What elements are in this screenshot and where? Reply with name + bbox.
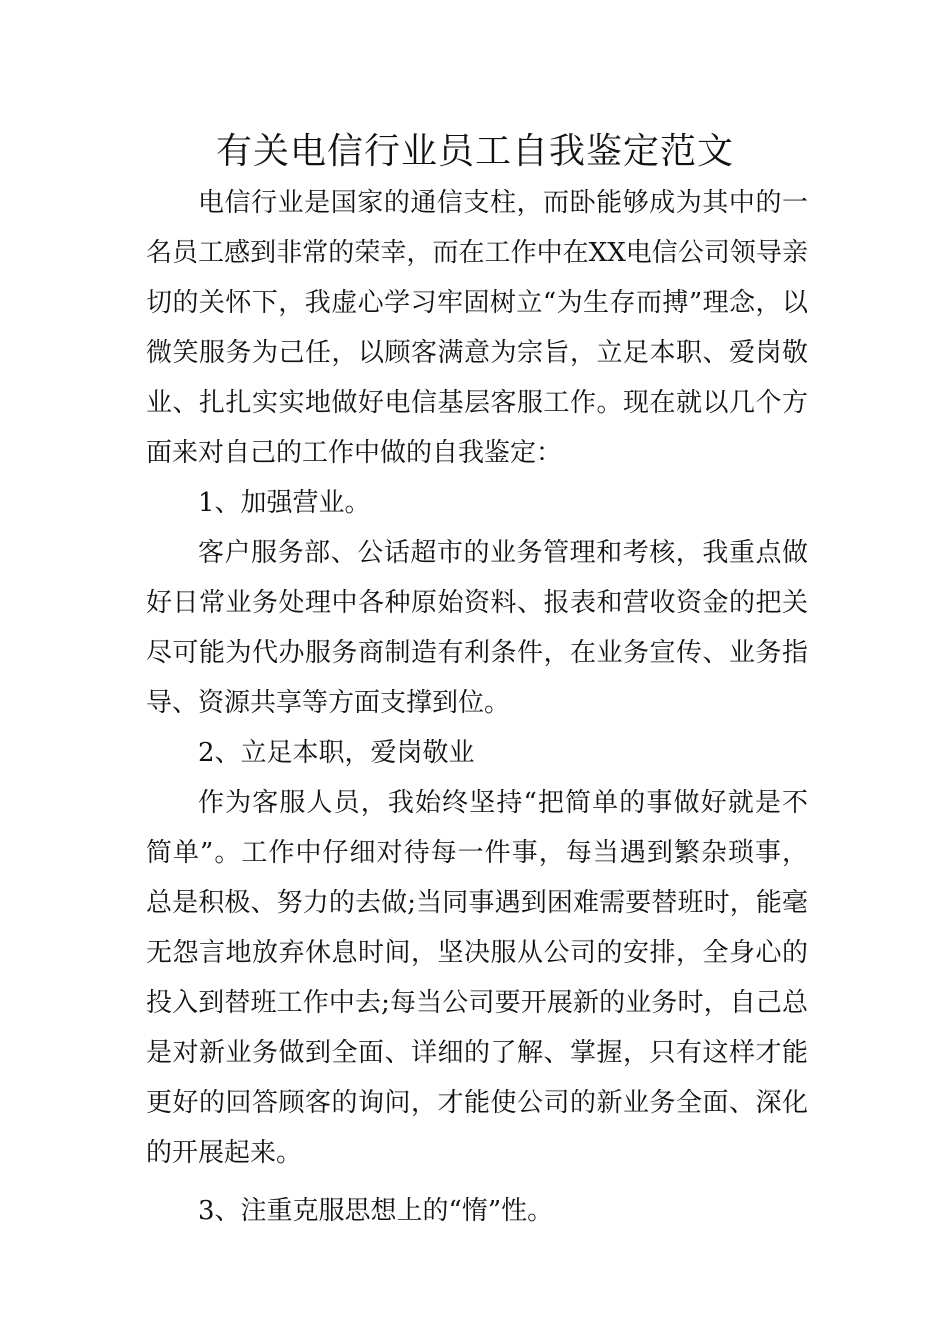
paragraph-intro: 电信行业是国家的通信支柱，而卧能够成为其中的一名员工感到非常的荣幸，而在工作中在XX电信公司领导亲切的关怀下，我虚心学习牢固树立“为生存而搏”理念，以微笑服务为己任，以顾客满意为宗旨，立足本职、爱岗敬业、扎扎实实地做好电信基层客服工作。现在就以几个方面来对自己的工作中做的自我鉴定：: [146, 188, 808, 468]
document-body: [146, 178, 808, 1236]
section-heading-2: 2、立足本职，爱岗敬业: [198, 738, 475, 768]
paragraph-section-1: 客户服务部、公话超市的业务管理和考核，我重点做好日常业务处理中各种原始资料、报表和营收资金的把关尽可能为代办服务商制造有利条件，在业务宣传、业务指导、资源共享等方面支撑到位。: [146, 538, 808, 718]
section-heading-1: 1、加强营业。: [198, 488, 371, 518]
paragraph-section-2: 作为客服人员，我始终坚持“把简单的事做好就是不简单”。工作中仔细对待每一件事，每当遇到繁杂琐事，总是积极、努力的去做;当同事遇到困难需要替班时，能毫无怨言地放弃休息时间，坚决服从公司的安排，全身心的投入到替班工作中去;每当公司要开展新的业务时，自己总是对新业务做到全面、详细的了解、掌握，只有这样才能更好的回答顾客的询问，才能使公司的新业务全面、深化的开展起来。: [146, 788, 808, 1168]
document-title: 有关电信行业员工自我鉴定范文: [215, 131, 734, 172]
section-heading-3: 3、注重克服思想上的“惰”性。: [198, 1196, 554, 1226]
